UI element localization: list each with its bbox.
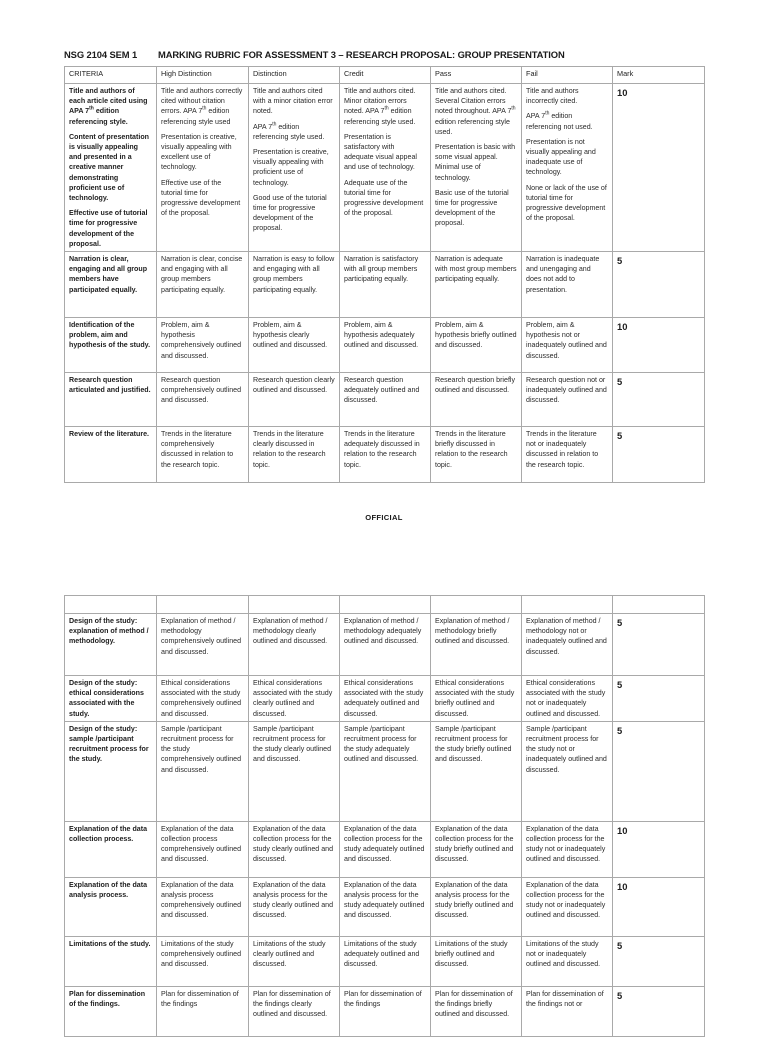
high-distinction-cell [157,252,249,318]
descriptor-text: Research question not or inadequately outlined and discussed. [526,376,607,405]
descriptor-text: Sample /participant recruitment process for the study adequately outlined and discussed. [344,724,419,764]
rubric-row [65,318,705,373]
descriptor-text: Presentation is satisfactory with adequate visual appeal and use of technology. [344,132,417,172]
high-distinction-cell [157,986,249,1036]
credit-cell [340,986,431,1036]
distinction-cell [249,84,340,252]
descriptor-text: Limitations of the study not or inadequately outlined and discussed. [526,939,601,969]
distinction-cell [249,721,340,821]
descriptor-text: APA 7th edition referencing not used. [526,111,593,131]
descriptor-text: Problem, aim & hypothesis clearly outlined and discussed. [253,321,328,350]
rubric-row [65,427,705,483]
descriptor-text: Limitations of the study comprehensively outlined and discussed. [161,939,242,969]
high-distinction-cell [157,877,249,936]
criterion-text: Research question articulated and justified. [69,376,151,395]
high-distinction-cell [157,318,249,373]
descriptor-text: Presentation is creative, visually appealing with proficient use of technology. [253,148,329,187]
rubric-row [65,821,705,877]
mark-value: 5 [613,373,705,427]
descriptor-text: Explanation of method / methodology not or inadequately outlined and discussed. [526,617,607,656]
credit-cell [340,252,431,318]
distinction-cell [249,373,340,427]
descriptor-text: Explanation of the data analysis process comprehensively outlined and discussed. [161,880,242,920]
rubric-body-2 [65,596,705,1037]
pass-cell [431,877,522,936]
high-distinction-cell [157,84,249,252]
criteria-cell [65,252,157,318]
descriptor-text: Ethical considerations associated with the study comprehensively outlined and discussed. [161,679,242,718]
rubric-row [65,373,705,427]
credit-cell [340,84,431,252]
criteria-cell [65,614,157,676]
criteria-cell [65,821,157,877]
descriptor-text: Problem, aim & hypothesis not or inadequately outlined and discussed. [526,321,607,360]
credit-cell [340,936,431,986]
descriptor-text: Research question briefly outlined and discussed. [435,376,516,395]
mark-value: 5 [613,986,705,1036]
descriptor-text: Narration is inadequate and unengaging and does not add to presentation. [526,255,600,294]
descriptor-text: Trends in the literature not or inadequately discussed in relation to the research topic. [526,430,599,469]
descriptor-text: Plan for dissemination of the findings clearly outlined and discussed. [253,989,331,1019]
credit-cell [340,427,431,483]
pass-cell [431,614,522,676]
distinction-cell [249,936,340,986]
distinction-cell [249,877,340,936]
fail-cell [522,936,613,986]
pass-cell [431,986,522,1036]
descriptor-text: Adequate use of the tutorial time for progressive development of the proposal. [344,178,424,218]
criteria-cell [65,318,157,373]
header-row [65,67,705,84]
pass-cell [431,936,522,986]
criteria-cell [65,84,157,252]
descriptor-text: Effective use of the tutorial time for progressive development of the proposal. [161,178,241,218]
column-header-distinction: Distinction [249,67,340,84]
descriptor-text: Explanation of the data collection process for the study not or inadequately outlined and discussed. [526,880,606,920]
descriptor-text: Title and authors cited. Several Citation errors noted throughout. APA 7th edition referencing style used. [435,87,516,136]
criterion-text: Identification of the problem, aim and hypothesis of the study. [69,321,151,350]
descriptor-text: Plan for dissemination of the findings [161,989,239,1009]
high-distinction-cell [157,373,249,427]
descriptor-text: Trends in the literature clearly discussed in relation to the research topic. [253,430,326,469]
descriptor-text: Presentation is creative, visually appealing with excellent use of technology. [161,132,237,172]
credit-cell [340,877,431,936]
fail-cell [522,877,613,936]
descriptor-text: Ethical considerations associated with the study not or inadequately outlined and discussed. [526,679,606,718]
descriptor-text: Ethical considerations associated with the study briefly outlined and discussed. [435,679,515,718]
criterion-text: Limitations of the study. [69,939,151,948]
empty-cell [65,596,157,614]
document-header [64,49,714,63]
descriptor-text: Ethical considerations associated with the study clearly outlined and discussed. [253,679,333,718]
criterion-text: Plan for dissemination of the findings. [69,989,146,1009]
pass-cell [431,373,522,427]
column-header-pass: Pass [431,67,522,84]
credit-cell [340,318,431,373]
fail-cell [522,821,613,877]
descriptor-text: Trends in the literature comprehensively discussed in relation to the research topic. [161,430,234,469]
column-header-high-distinction: High Distinction [157,67,249,84]
distinction-cell [249,614,340,676]
criterion-text: Explanation of the data collection process. [69,824,148,844]
descriptor-text: Problem, aim & hypothesis briefly outlined and discussed. [435,321,517,350]
pass-cell [431,318,522,373]
empty-cell [249,596,340,614]
pass-cell [431,84,522,252]
criteria-cell [65,676,157,722]
rubric-row [65,877,705,936]
descriptor-text: Sample /participant recruitment process for the study comprehensively outlined and discussed. [161,724,242,774]
empty-cell [522,596,613,614]
column-header-credit: Credit [340,67,431,84]
rubric-row [65,986,705,1036]
fail-cell [522,318,613,373]
descriptor-text: Explanation of method / methodology briefly outlined and discussed. [435,617,510,646]
criterion-text: Design of the study: sample /participant recruitment process for the study. [69,724,149,764]
descriptor-text: Basic use of the tutorial time for progressive development of the proposal. [435,188,509,228]
pass-cell [431,676,522,722]
descriptor-text: Explanation of the data collection process for the study not or inadequately outlined and discussed. [526,824,606,864]
descriptor-text: Trends in the literature adequately discussed in relation to the research topic. [344,430,420,469]
mark-value: 5 [613,936,705,986]
criteria-cell [65,986,157,1036]
mark-value: 10 [613,84,705,252]
descriptor-text: Narration is clear, concise and engaging with all group members participating equally. [161,255,243,294]
descriptor-text: APA 7th edition referencing style used. [253,121,325,141]
distinction-cell [249,252,340,318]
high-distinction-cell [157,427,249,483]
descriptor-text: Sample /participant recruitment process for the study not or inadequately outlined and discussed. [526,724,607,774]
descriptor-text: Presentation is not visually appealing and inadequate use of technology. [526,137,596,177]
descriptor-text: Limitations of the study adequately outlined and discussed. [344,939,420,969]
classification-label: OFFICIAL [365,513,403,522]
mark-value: 10 [613,821,705,877]
high-distinction-cell [157,821,249,877]
empty-cell [340,596,431,614]
credit-cell [340,821,431,877]
fail-cell [522,252,613,318]
descriptor-text: Explanation of method / methodology adequately outlined and discussed. [344,617,422,646]
rubric-row [65,676,705,722]
descriptor-text: Explanation of method / methodology comprehensively outlined and discussed. [161,617,242,656]
rubric-row [65,84,705,252]
descriptor-text: Sample /participant recruitment process for the study clearly outlined and discussed. [253,724,332,764]
descriptor-text: Narration is satisfactory with all group members participating equally. [344,255,419,284]
descriptor-text: Explanation of the data collection process for the study briefly outlined and discussed. [435,824,514,864]
rubric-table-2 [64,595,705,1037]
mark-value: 10 [613,318,705,373]
rubric-row [65,614,705,676]
descriptor-text: Title and authors cited. Minor citation errors noted. APA 7th edition referencing style used. [344,87,416,126]
mark-value: 5 [613,721,705,821]
descriptor-text: Good use of the tutorial time for progressive development of the proposal. [253,193,327,233]
mark-value: 5 [613,676,705,722]
column-header-fail: Fail [522,67,613,84]
fail-cell [522,84,613,252]
descriptor-text: Narration is adequate with most group members participating equally. [435,255,517,284]
distinction-cell [249,676,340,722]
distinction-cell [249,427,340,483]
mark-value: 5 [613,427,705,483]
rubric-row [65,936,705,986]
descriptor-text: Explanation of the data collection process comprehensively outlined and discussed. [161,824,242,864]
empty-cell [157,596,249,614]
descriptor-text: Problem, aim & hypothesis comprehensively outlined and discussed. [161,321,242,360]
descriptor-text: Presentation is basic with some visual appeal. Minimal use of technology. [435,143,516,182]
descriptor-text: Limitations of the study briefly outlined and discussed. [435,939,508,969]
credit-cell [340,676,431,722]
descriptor-text: Sample /participant recruitment process for the study briefly outlined and discussed. [435,724,512,764]
descriptor-text: Research question comprehensively outlined and discussed. [161,376,242,405]
descriptor-text: Title and authors cited with a minor citation error noted. [253,87,333,116]
descriptor-text: Trends in the literature briefly discussed in relation to the research topic. [435,430,508,469]
high-distinction-cell [157,936,249,986]
criteria-cell [65,373,157,427]
pass-cell [431,821,522,877]
credit-cell [340,373,431,427]
descriptor-text: Title and authors incorrectly cited. [526,87,579,106]
criterion-text: Design of the study: ethical considerations associated with the study. [69,679,144,718]
rubric-row [65,252,705,318]
descriptor-text: Ethical considerations associated with the study adequately outlined and discussed. [344,679,424,718]
distinction-cell [249,318,340,373]
descriptor-text: Plan for dissemination of the findings not or [526,989,604,1009]
descriptor-text: Explanation of method / methodology clearly outlined and discussed. [253,617,328,646]
descriptor-text: Problem, aim & hypothesis adequately outlined and discussed. [344,321,419,350]
empty-header-row [65,596,705,614]
criteria-cell [65,936,157,986]
criterion-text: Effective use of tutorial time for progressive development of the proposal. [69,209,148,248]
pass-cell [431,427,522,483]
distinction-cell [249,821,340,877]
descriptor-text: Explanation of the data analysis process for the study briefly outlined and discussed. [435,880,514,920]
criterion-text: Design of the study: explanation of method / methodology. [69,617,149,646]
descriptor-text: Explanation of the data collection process for the study adequately outlined and discussed. [344,824,425,864]
descriptor-text: Research question adequately outlined and discussed. [344,376,420,405]
distinction-cell [249,986,340,1036]
descriptor-text: Plan for dissemination of the findings briefly outlined and discussed. [435,989,513,1019]
rubric-row [65,721,705,821]
course-code: NSG 2104 SEM 1 [64,49,138,60]
rubric-table-1 [64,66,705,483]
descriptor-text: Explanation of the data analysis process for the study adequately outlined and discussed. [344,880,425,920]
descriptor-text: None or lack of the use of tutorial time for progressive development of the proposal. [526,183,607,223]
empty-cell [431,596,522,614]
pass-cell [431,252,522,318]
fail-cell [522,614,613,676]
column-header-criteria: CRITERIA [65,67,157,84]
mark-value: 10 [613,877,705,936]
high-distinction-cell [157,721,249,821]
criterion-text: Content of presentation is visually appealing and presented in a creative manner demonstrating proficient use of technology. [69,132,149,203]
descriptor-text: Limitations of the study clearly outlined and discussed. [253,939,326,969]
descriptor-text: Research question clearly outlined and discussed. [253,376,335,395]
pass-cell [431,721,522,821]
column-header-mark: Mark [613,67,705,84]
criterion-text: Narration is clear, engaging and all group members have participated equally. [69,255,148,294]
fail-cell [522,373,613,427]
mark-value: 5 [613,614,705,676]
fail-cell [522,676,613,722]
criteria-cell [65,427,157,483]
fail-cell [522,986,613,1036]
descriptor-text: Title and authors correctly cited without citation errors. APA 7th edition referencing style used [161,87,243,126]
descriptor-text: Narration is easy to follow and engaging with all group members participating equally. [253,255,335,294]
high-distinction-cell [157,614,249,676]
document-title: MARKING RUBRIC FOR ASSESSMENT 3 – RESEARCH PROPOSAL: GROUP PRESENTATION [158,49,565,60]
criteria-cell [65,877,157,936]
empty-cell [613,596,705,614]
credit-cell [340,614,431,676]
criterion-text: Explanation of the data analysis process. [69,880,148,900]
fail-cell [522,427,613,483]
fail-cell [522,721,613,821]
criterion-text: Title and authors of each article cited using APA 7th edition referencing style. [69,87,148,126]
criterion-text: Review of the literature. [69,430,150,439]
descriptor-text: Explanation of the data collection process for the study clearly outlined and discussed. [253,824,334,864]
descriptor-text: Explanation of the data analysis process for the study clearly outlined and discussed. [253,880,334,920]
criteria-cell [65,721,157,821]
high-distinction-cell [157,676,249,722]
mark-value: 5 [613,252,705,318]
credit-cell [340,721,431,821]
descriptor-text: Plan for dissemination of the findings [344,989,422,1009]
rubric-body-1 [65,84,705,483]
